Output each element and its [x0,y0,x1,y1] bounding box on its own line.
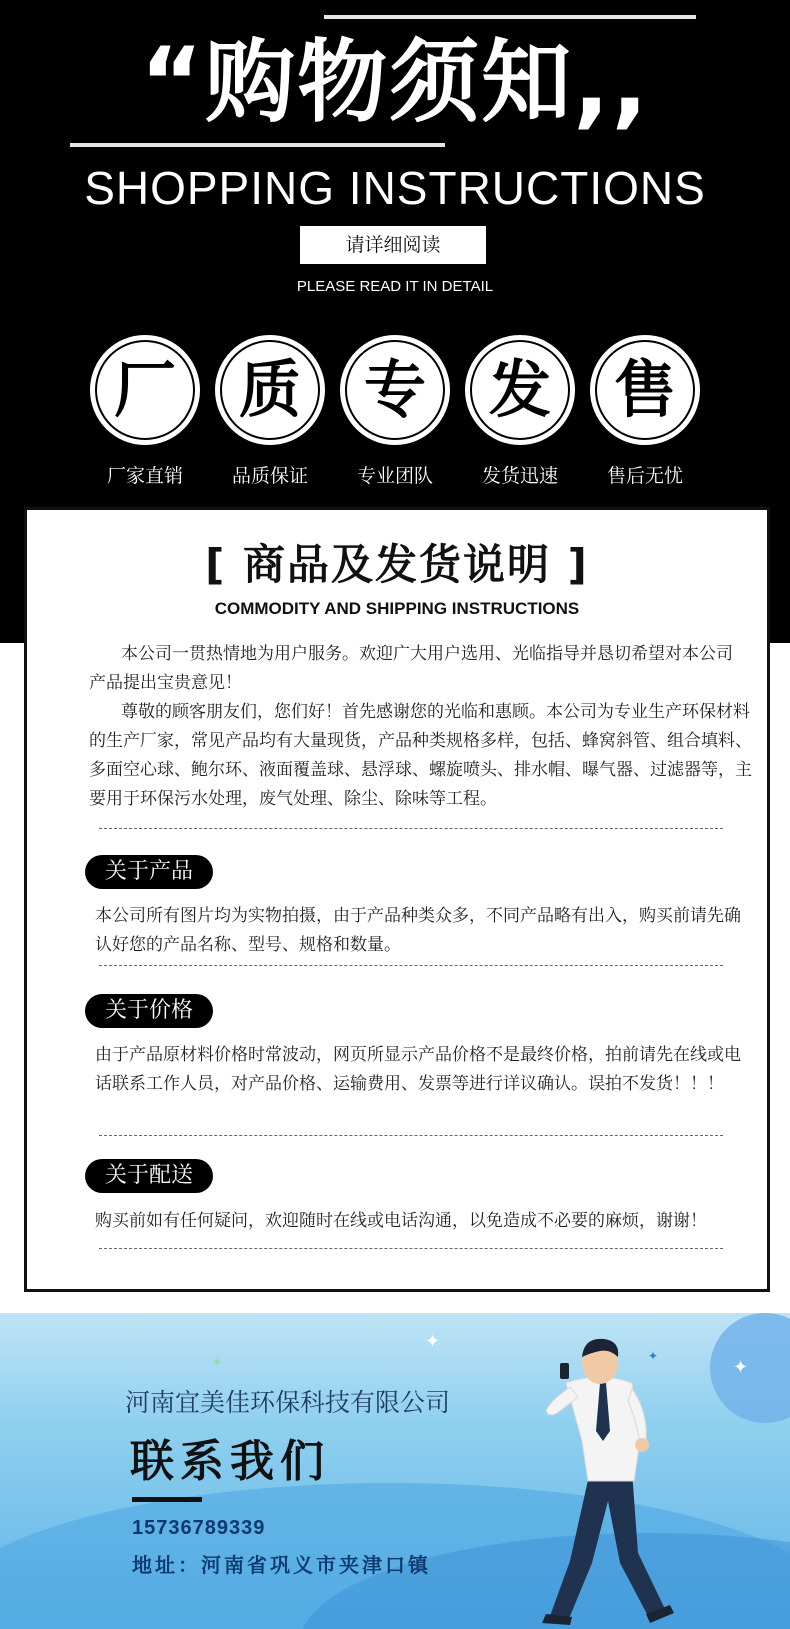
instructions-card [24,507,770,1292]
section-heading-price: 关于价格 [85,994,213,1028]
title-text: 购物须知 [205,30,574,135]
close-quote: ,, [573,27,651,139]
sparkle-icon: ✦ [733,1357,749,1378]
badge-quality [213,335,327,488]
badge-char: 质 [238,353,301,426]
feature-badges [0,335,790,485]
badge-professional [338,335,452,488]
decorative-line [324,15,696,19]
badge-shipping [463,335,577,488]
businessman-illustration [520,1331,680,1629]
section-text-price: 由于产品原材料价格时常波动，网页所显示产品价格不是最终价格，拍前请先在线或电话联系工作人员，对产品价格、运输费用、发票等进行详议确认。误拍不发货！！！ [95,1045,741,1094]
section-text-product: 本公司所有图片均为实物拍摄，由于产品种类众多，不同产品略有出入，购买前请先确认好您的产品名称、型号、规格和数量。 [95,906,741,955]
badge-label: 发货迅速 [481,465,558,487]
dashed-divider [99,965,723,966]
badge-circle [215,335,325,445]
dashed-divider [99,1248,723,1249]
intro-paragraph: 尊敬的顾客朋友们，您们好！首先感谢您的光临和惠顾。本公司为专业生产环保材料的生产厂家，常见产品均有大量现货，产品种类规格多样，包括、蜂窝斜管、组合填料、多面空心球、鲍尔环、液面覆盖球、悬浮球、螺旋喷头、排水帽、曝气器、过滤器等，主要用于环保污水处理，废气处理、除尘、除味等工程。 [89,702,752,809]
phone-number[interactable]: 15736789339 [132,1517,266,1539]
company-name: 河南宜美佳环保科技有限公司 [125,1388,451,1417]
read-detail-box: 请详细阅读 [300,226,486,264]
section-heading-product: 关于产品 [85,855,213,889]
dashed-divider [99,1135,723,1136]
badge-label: 厂家直销 [106,465,183,487]
badge-factory [88,335,202,488]
badge-circle [90,335,200,445]
badge-label: 售后无忧 [606,465,683,487]
contact-banner [0,1313,790,1629]
sparkle-icon: ✦ [212,1355,223,1369]
badge-char: 售 [613,353,676,426]
decorative-circle [710,1313,790,1423]
decorative-line [70,143,445,147]
read-detail-en: PLEASE READ IT IN DETAIL [296,278,494,295]
open-quote: “ [139,27,206,139]
badge-char: 专 [363,353,426,426]
badge-char: 厂 [113,353,176,426]
badge-circle [340,335,450,445]
dashed-divider [99,828,723,829]
contact-heading: 联系我们 [130,1436,330,1487]
badge-circle [465,335,575,445]
badge-label: 品质保证 [231,465,308,487]
badge-circle [590,335,700,445]
sparkle-icon: ✦ [648,1349,659,1363]
badge-aftersales [588,335,702,488]
intro-paragraph: 本公司一贯热情地为用户服务。欢迎广大用户选用、光临指导并恳切希望对本公司产品提出宝贵意见！ [89,644,733,693]
section-text-delivery: 购买前如有任何疑问，欢迎随时在线或电话沟通，以免造成不必要的麻烦，谢谢！ [95,1211,707,1231]
card-subtitle: COMMODITY AND SHIPPING INSTRUCTIONS [214,599,580,618]
heading-underline [132,1497,202,1502]
card-title: [ 商品及发货说明 ] [205,540,589,589]
subtitle-en: SHOPPING INSTRUCTIONS [84,162,706,214]
sparkle-icon: ✦ [425,1331,441,1352]
address: 地址：河南省巩义市夹津口镇 [132,1553,431,1577]
badge-label: 专业团队 [356,465,433,487]
badge-char: 发 [488,353,551,426]
section-heading-delivery: 关于配送 [85,1159,213,1193]
page-title [0,28,790,138]
